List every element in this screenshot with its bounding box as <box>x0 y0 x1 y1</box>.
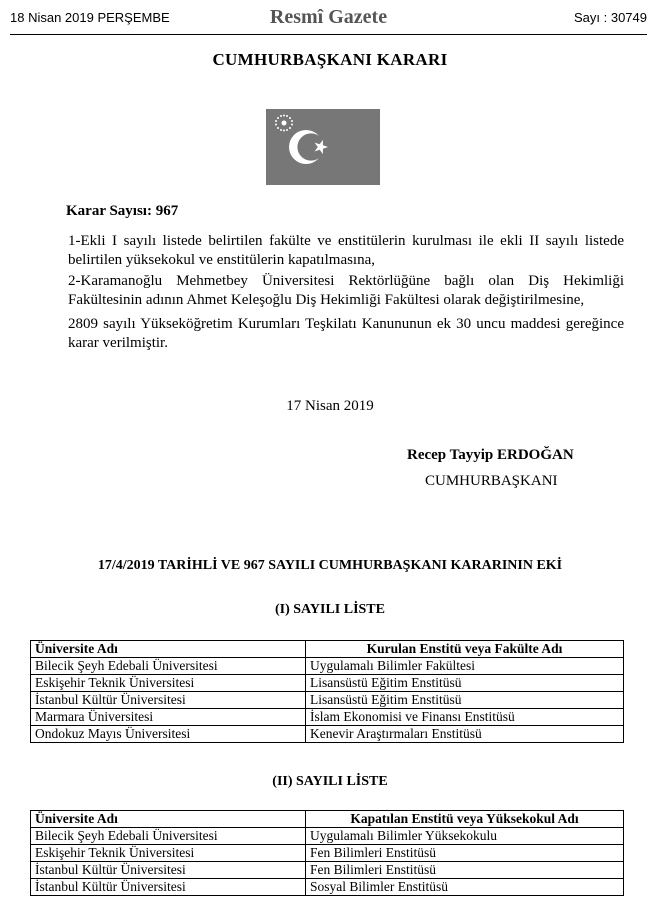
table-cell: Fen Bilimleri Enstitüsü <box>306 862 624 879</box>
presidential-emblem-flag-icon <box>266 109 380 185</box>
table-cell: Eskişehir Teknik Üniversitesi <box>31 845 306 862</box>
table-row <box>31 692 624 709</box>
table-cell: İstanbul Kültür Üniversitesi <box>31 862 306 879</box>
list-1-table <box>30 640 624 743</box>
header-date: 18 Nisan 2019 PERŞEMBE <box>10 10 170 25</box>
signatory-title: CUMHURBAŞKANI <box>425 473 558 489</box>
document-title: CUMHURBAŞKANI KARARI <box>212 50 448 69</box>
table-row <box>31 828 624 845</box>
column-header-closed: Kapatılan Enstitü veya Yüksekokul Adı <box>306 811 624 828</box>
paragraph-3-text: 2809 sayılı Yükseköğretim Kurumları Teşkilatı Kanununun ek 30 uncu maddesi gereğince karar verilmiştir. <box>68 316 624 351</box>
issue-number: Sayı : 30749 <box>574 10 647 25</box>
column-header-university: Üniversite Adı <box>31 811 306 828</box>
table-header-row <box>31 811 624 828</box>
column-header-established: Kurulan Enstitü veya Fakülte Adı <box>306 641 624 658</box>
paragraph-1-text: 1-Ekli I sayılı listede belirtilen fakülte ve enstitülerin kurulması ile ekli II sayılı listede belirtilen yüksekokul ve enstitülerin kapatılmasına, <box>68 233 624 268</box>
table-row <box>31 675 624 692</box>
signatory-name: Recep Tayyip ERDOĞAN <box>407 447 574 463</box>
table-cell: Marmara Üniversitesi <box>31 709 306 726</box>
table-cell: Uygulamalı Bilimler Yüksekokulu <box>306 828 624 845</box>
list-2-title: (II) SAYILI LİSTE <box>272 774 388 789</box>
table-cell: Bilecik Şeyh Edebali Üniversitesi <box>31 658 306 675</box>
table-cell: Fen Bilimleri Enstitüsü <box>306 845 624 862</box>
list-1-title: (I) SAYILI LİSTE <box>275 602 385 617</box>
table-cell: Lisansüstü Eğitim Enstitüsü <box>306 692 624 709</box>
column-header-university: Üniversite Adı <box>31 641 306 658</box>
table-row <box>31 845 624 862</box>
paragraph-2-text: 2-Karamanoğlu Mehmetbey Üniversitesi Rektörlüğüne bağlı olan Diş Hekimliği Fakültesinin adının Ahmet Keleşoğlu Diş Hekimliği Fakültesi olarak değiştirilmesine, <box>68 273 624 308</box>
table-row <box>31 879 624 896</box>
table-cell: Kenevir Araştırmaları Enstitüsü <box>306 726 624 743</box>
table-row <box>31 658 624 675</box>
table-header-row <box>31 641 624 658</box>
paragraph-1 <box>30 232 624 270</box>
table-row <box>31 862 624 879</box>
table-cell: İstanbul Kültür Üniversitesi <box>31 879 306 896</box>
paragraph-3 <box>30 315 624 353</box>
annex-title: 17/4/2019 TARİHLİ VE 967 SAYILI CUMHURBAŞKANI KARARININ EKİ <box>97 558 563 573</box>
table-cell: Eskişehir Teknik Üniversitesi <box>31 675 306 692</box>
gazette-name: Resmî Gazete <box>269 6 388 28</box>
decision-date: 17 Nisan 2019 <box>286 398 374 414</box>
table-cell: Ondokuz Mayıs Üniversitesi <box>31 726 306 743</box>
gazette-header <box>10 6 647 35</box>
table-row <box>31 709 624 726</box>
table-cell: Lisansüstü Eğitim Enstitüsü <box>306 675 624 692</box>
table-row <box>31 726 624 743</box>
table-cell: Uygulamalı Bilimler Fakültesi <box>306 658 624 675</box>
table-cell: İslam Ekonomisi ve Finansı Enstitüsü <box>306 709 624 726</box>
list-2-table <box>30 810 624 896</box>
table-cell: Sosyal Bilimler Enstitüsü <box>306 879 624 896</box>
table-cell: Bilecik Şeyh Edebali Üniversitesi <box>31 828 306 845</box>
decision-number: Karar Sayısı: 967 <box>66 203 179 219</box>
table-cell: İstanbul Kültür Üniversitesi <box>31 692 306 709</box>
paragraph-2 <box>30 272 624 310</box>
